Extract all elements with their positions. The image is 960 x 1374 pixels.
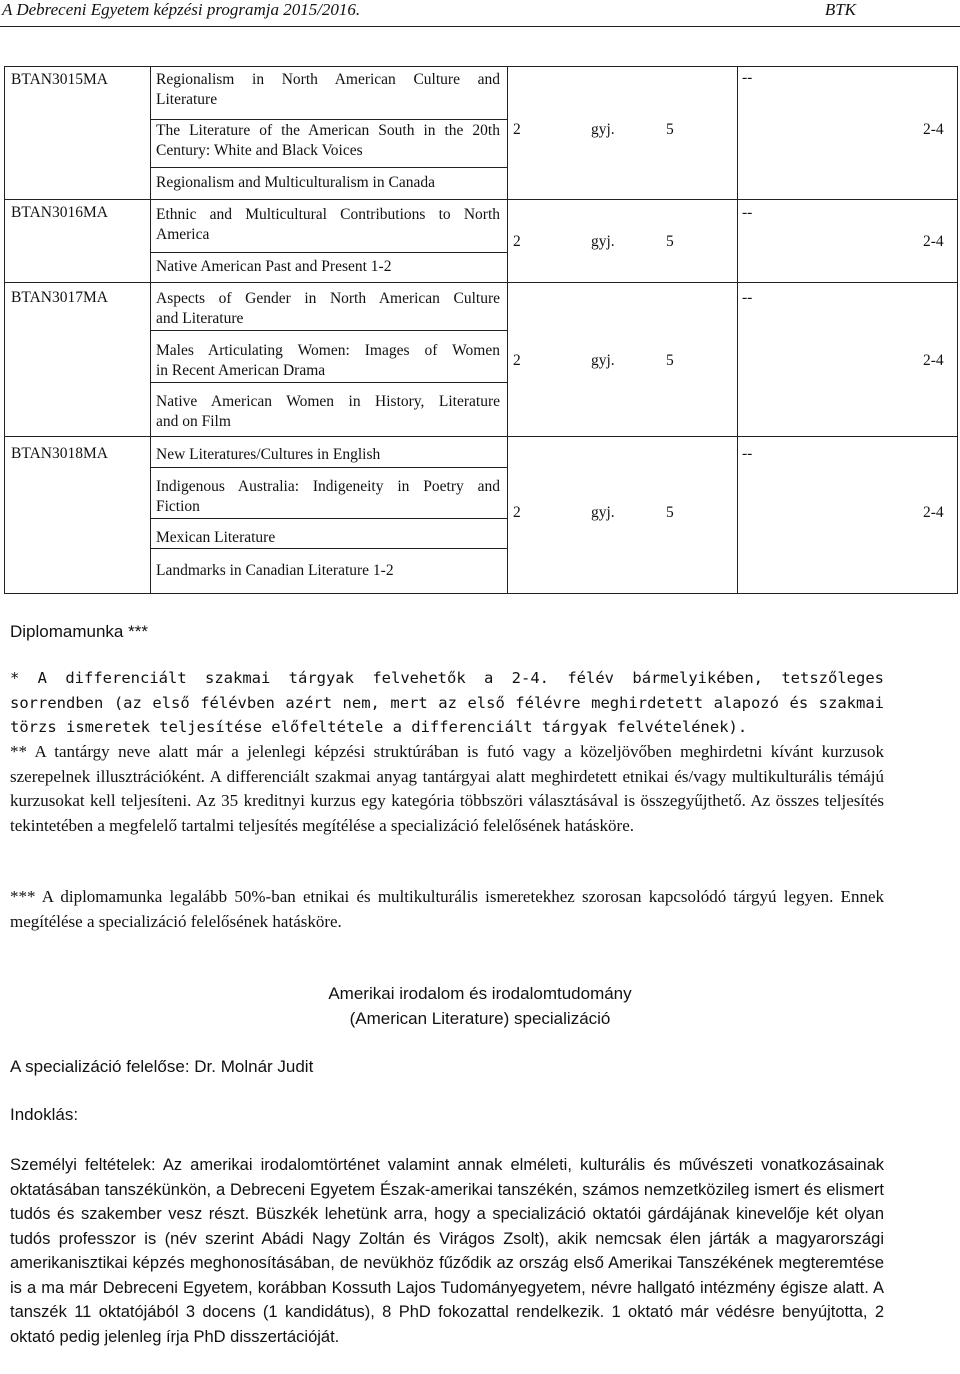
- footnote-2: [10, 740, 884, 838]
- course-title: Indigenous Australia: Indigeneity in Poetry and: [156, 478, 500, 495]
- course-divider: [150, 518, 507, 519]
- justification-label: Indoklás:: [10, 1105, 79, 1124]
- course-title: Fiction: [156, 498, 200, 515]
- row-separator: [5, 282, 957, 283]
- prerequisite-value: --: [742, 69, 753, 86]
- credit-value: 5: [666, 504, 674, 521]
- semester-value: 2-4: [923, 121, 944, 138]
- course-title: and Literature: [156, 310, 244, 327]
- course-title: Native American Women in History, Literature: [156, 393, 500, 410]
- specialization-title: [220, 982, 740, 1031]
- footnote-3-text: *** A diplomamunka legalább 50%-ban etnikai és multikulturális ismeretekhez szorosan kapcsolódó tárgyú legyen. Ennek megítélése a specializáció felelősének hatásköre.: [10, 887, 884, 931]
- course-code: BTAN3017MA: [11, 289, 108, 306]
- prerequisite-value: --: [742, 289, 753, 306]
- course-divider: [150, 330, 507, 331]
- course-title: Century: White and Black Voices: [156, 142, 363, 159]
- credit-value: 5: [666, 352, 674, 369]
- course-divider: [150, 119, 507, 120]
- course-title: Native American Past and Present 1-2: [156, 258, 392, 275]
- semester-value: 2-4: [923, 504, 944, 521]
- course-title: Ethnic and Multicultural Contributions to North: [156, 206, 500, 223]
- course-title: Regionalism in North American Culture and: [156, 71, 500, 88]
- course-table: [4, 66, 958, 594]
- hours-value: 2: [513, 233, 521, 250]
- credit-value: 5: [666, 121, 674, 138]
- course-divider: [150, 548, 507, 549]
- header-rule: [0, 26, 960, 27]
- course-divider: [150, 382, 507, 383]
- course-title: Males Articulating Women: Images of Women: [156, 342, 500, 359]
- specialization-title-line2: (American Literature) specializáció: [349, 1008, 611, 1028]
- course-title: Mexican Literature: [156, 529, 276, 546]
- course-divider: [150, 252, 507, 253]
- footnote-1: [10, 666, 884, 740]
- course-code: BTAN3016MA: [11, 204, 108, 221]
- header-program-title: A Debreceni Egyetem képzési programja 2015/2016.: [2, 0, 361, 19]
- course-title: Aspects of Gender in North American Culture: [156, 290, 500, 307]
- column-divider: [507, 67, 508, 593]
- course-title: The Literature of the American South in the 20th: [156, 122, 500, 139]
- specialization-responsible: A specializáció felelőse: Dr. Molnár Judit: [10, 1057, 314, 1076]
- footnote-1-text: * A differenciált szakmai tárgyak felvehetők a 2-4. félév bármelyikében, tetszőleges sorrendben (az első félévben azért nem, mert az első félévre meghirdetett alapozó és szakmai törzs ismeretek teljesítése előfeltétele a differenciált tárgyak felvételének).: [10, 669, 884, 736]
- personal-conditions-paragraph: Személyi feltételek: Az amerikai irodalomtörténet valamint annak elméleti, kulturális és művészeti vonatkozásainak oktatásában tanszékünkön, a Debreceni Egyetem Észak-amerikai tanszékén, számos nemzetközileg ismert és elismert tudós és szakember vesz részt. Büszkék lehetünk arra, hogy a specializáció oktatói gárdájának kinevelője két olyan tudós professzor is (név szerint Abádi Nagy Zoltán és Virágos Zsolt), akik nemcsak élen járták a magyarországi amerikanisztikai képzés meghonosításában, de nevükhöz fűződik az ország első Amerikai Tanszékének megteremtése is a ma már Debreceni Egyetem, korábban Kossuth Lajos Tudományegyetem, névre hallgató intézmény égisze alatt. A tanszék 11 oktatójából 3 docens (1 kandidátus), 8 PhD fokozattal rendelkezik. 1 oktató már védésre benyújtotta, 2 oktató pedig jelenleg írja PhD disszertációját.: [10, 1156, 884, 1346]
- diplomamunka-label: Diplomamunka ***: [10, 622, 148, 641]
- row-separator: [5, 199, 957, 200]
- row-separator: [5, 436, 957, 437]
- semester-value: 2-4: [923, 352, 944, 369]
- assessment-type: gyj.: [591, 352, 615, 369]
- assessment-type: gyj.: [591, 233, 615, 250]
- page-header: [0, 0, 960, 28]
- hours-value: 2: [513, 352, 521, 369]
- semester-value: 2-4: [923, 233, 944, 250]
- course-code: BTAN3018MA: [11, 445, 108, 462]
- course-divider: [150, 467, 507, 468]
- course-title: New Literatures/Cultures in English: [156, 446, 381, 463]
- assessment-type: gyj.: [591, 504, 615, 521]
- credit-value: 5: [666, 233, 674, 250]
- course-title: Regionalism and Multiculturalism in Canada: [156, 174, 435, 191]
- prerequisite-value: --: [742, 445, 753, 462]
- hours-value: 2: [513, 121, 521, 138]
- course-title: Literature: [156, 91, 218, 108]
- course-code: BTAN3015MA: [11, 71, 108, 88]
- footnote-2-text: ** A tantárgy neve alatt már a jelenlegi képzési struktúrában is futó vagy a közeljövőben meghirdetni kívánt kurzusok szerepelnek illusztrációként. A differenciált szakmai anyag tantárgyai alatt meghirdetett etnikai és/vagy multikulturális témájú kurzusokat kell teljesíteni. Az 35 kreditnyi kurzus egy kategória többszöri választásával is összegyűjthető. Az összes teljesítés tekintetében a megfelelő tartalmi teljesítés megítélése a specializáció felelősének hatásköre.: [10, 742, 884, 835]
- prerequisite-value: --: [742, 204, 753, 221]
- assessment-type: gyj.: [591, 121, 615, 138]
- column-divider: [737, 67, 738, 593]
- course-title: in Recent American Drama: [156, 362, 326, 379]
- footnote-3: [10, 885, 884, 934]
- course-title: America: [156, 226, 210, 243]
- hours-value: 2: [513, 504, 521, 521]
- header-faculty: BTK: [824, 0, 856, 19]
- course-divider: [150, 167, 507, 168]
- course-title: Landmarks in Canadian Literature 1-2: [156, 562, 394, 579]
- specialization-title-line1: Amerikai irodalom és irodalomtudomány: [328, 984, 632, 1003]
- course-title: and on Film: [156, 413, 231, 430]
